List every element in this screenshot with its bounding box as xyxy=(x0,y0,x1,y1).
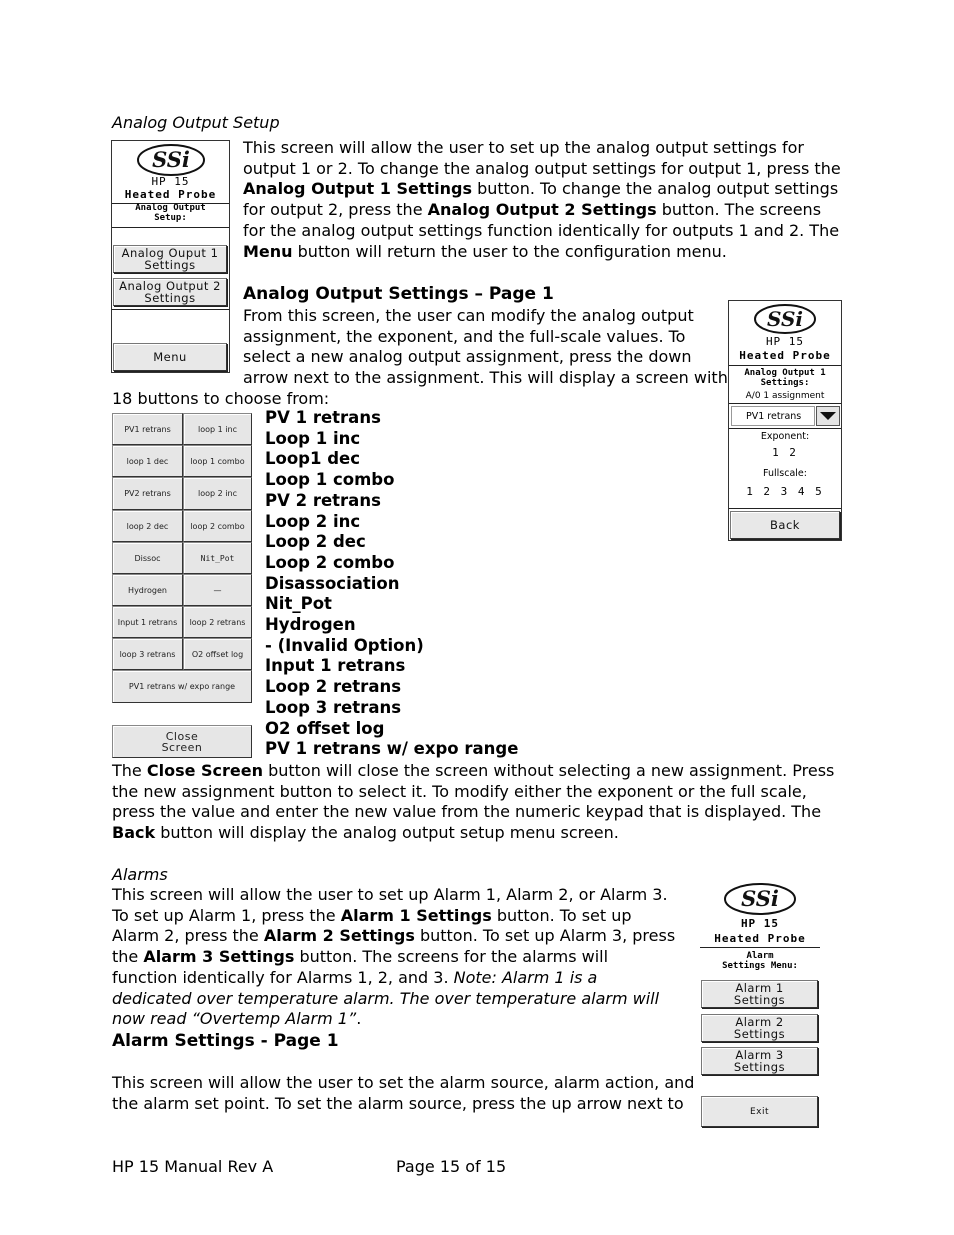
ssi-logo xyxy=(723,882,797,916)
fullscale-label: Fullscale: xyxy=(763,468,807,479)
text-run: button. The screens for the analog output settings function identically for outputs 1 and 2. The xyxy=(243,200,840,240)
text-run: Alarm 1 Settings xyxy=(340,905,492,925)
alarm-3-settings-button[interactable]: Alarm 3 Settings xyxy=(701,1047,818,1075)
alarm-settings-menu-screen xyxy=(700,880,820,1130)
text-run: button will display the analog output setup menu screen. xyxy=(155,823,619,843)
list-item: Loop 2 retrans xyxy=(265,677,402,697)
assignment-select[interactable]: PV1 retrans xyxy=(731,406,815,426)
close-screen-button[interactable]: Close Screen xyxy=(112,725,252,758)
alarms-paragraph xyxy=(112,885,678,1030)
screen-heading: Alarm Settings Menu: xyxy=(722,951,798,971)
analog-page1-heading: Analog Output Settings – Page 1 xyxy=(243,284,554,304)
grid-button[interactable]: Hydrogen xyxy=(112,574,183,606)
text-run: Note: Alarm 1 is a dedicated over temperature alarm. The over temperature alarm will now read “Overtemp Alarm 1” xyxy=(112,967,660,1029)
text-run: Analog Output 2 Settings xyxy=(427,200,657,220)
text-run: Alarm 3 Settings xyxy=(143,947,295,967)
model-label: HP 15 xyxy=(740,917,780,930)
grid-button[interactable]: loop 2 retrans xyxy=(183,606,252,638)
analog-output-setup-screen xyxy=(111,140,230,373)
analog-page1-paragraph: From this screen, the user can modify the analog output assignment, the exponent, and the full-scale values. To select a new analog output assignment, press the down arrow next to the assignment. This will display a screen with xyxy=(243,306,728,388)
text-run: Alarm 2 Settings xyxy=(263,926,415,946)
svg-text:SSi: SSi xyxy=(741,886,779,911)
assignment-dropdown-arrow[interactable] xyxy=(816,406,840,426)
alarm-settings-heading: Alarm Settings - Page 1 xyxy=(112,1031,339,1051)
list-item: PV 2 retrans xyxy=(265,490,381,510)
assignment-button-grid xyxy=(112,413,252,759)
list-item: PV 1 retrans w/ expo range xyxy=(265,739,519,759)
analog-output-1-settings-button[interactable]: Analog Ouput 1 Settings xyxy=(113,245,227,273)
svg-text:SSi: SSi xyxy=(766,307,804,331)
list-item: Nit_Pot xyxy=(265,594,332,614)
text-run: This screen will allow the user to set up Alarm 1, Alarm 2, or Alarm 3. To set up Alarm 1, press the xyxy=(112,885,668,925)
grid-button-wide[interactable]: PV1 retrans w/ expo range xyxy=(112,670,252,703)
svg-text:SSi: SSi xyxy=(151,147,190,172)
screen-heading: Analog Output Setup: xyxy=(135,203,206,223)
text-run: button. To set up Alarm 3, press the xyxy=(112,926,676,967)
back-button[interactable]: Back xyxy=(730,511,840,539)
list-item: Loop 1 inc xyxy=(265,428,361,448)
footer-page-number: Page 15 of 15 xyxy=(396,1157,507,1176)
menu-button[interactable]: Menu xyxy=(113,343,227,371)
list-item: PV 1 retrans xyxy=(265,408,381,427)
exit-button[interactable]: Exit xyxy=(701,1096,818,1127)
grid-button[interactable]: loop 1 inc xyxy=(183,413,252,445)
text-run: The xyxy=(112,761,147,780)
text-run: Back xyxy=(112,823,156,843)
model-label: HP 15 xyxy=(151,175,190,188)
screen-heading-line1: Analog Output 1 xyxy=(744,368,826,378)
analog-page1-tail: 18 buttons to choose from: xyxy=(112,389,330,408)
ssi-logo xyxy=(136,143,206,177)
ssi-logo xyxy=(753,303,817,335)
list-item: Loop1 dec xyxy=(265,449,361,469)
list-item: Hydrogen xyxy=(265,615,356,635)
text-run: Menu xyxy=(243,241,293,261)
grid-button[interactable]: loop 2 dec xyxy=(112,510,183,542)
text-run: button will return the user to the configuration menu. xyxy=(292,241,727,261)
exponent-value[interactable]: 1 2 xyxy=(772,446,798,459)
text-run: button. To change the analog output settings for output 2, press the xyxy=(243,179,839,220)
exponent-label: Exponent: xyxy=(760,431,810,442)
text-run: . xyxy=(356,1009,362,1029)
model-label: HP 15 xyxy=(765,335,805,348)
list-item: O2 offset log xyxy=(265,718,385,738)
analog-intro-paragraph xyxy=(243,138,841,262)
grid-button[interactable]: loop 1 combo xyxy=(183,445,252,477)
grid-button[interactable]: loop 2 inc xyxy=(183,477,252,510)
grid-button[interactable]: PV2 retrans xyxy=(112,477,183,510)
section-title-analog-output-setup: Analog Output Setup xyxy=(112,113,280,132)
list-item: Loop 3 retrans xyxy=(265,697,402,717)
text-run: This screen will allow the user to set up the analog output settings for output 1 or 2. To change the analog output settings for output 1, press the xyxy=(243,138,841,178)
fullscale-value[interactable]: 1 2 3 4 5 xyxy=(746,485,824,498)
analog-output-1-settings-screen xyxy=(728,300,842,541)
grid-button[interactable]: loop 1 dec xyxy=(112,445,183,477)
close-screen-paragraph xyxy=(112,761,840,844)
grid-button[interactable]: Dissoc xyxy=(112,542,183,574)
text-run: Analog Output 1 Settings xyxy=(243,179,472,199)
grid-button[interactable]: PV1 retrans xyxy=(112,413,183,445)
alarm-1-settings-button[interactable]: Alarm 1 Settings xyxy=(701,980,818,1008)
list-item: - (Invalid Option) xyxy=(265,635,424,655)
grid-button[interactable]: — xyxy=(183,574,252,606)
product-label: Heated Probe xyxy=(124,188,217,201)
list-item: Loop 2 combo xyxy=(265,552,395,572)
footer-left: HP 15 Manual Rev A xyxy=(112,1157,274,1176)
grid-button[interactable]: Input 1 retrans xyxy=(112,606,183,638)
grid-button[interactable]: loop 3 retrans xyxy=(112,638,183,670)
text-run: button. The screens for the alarms will function identically for Alarms 1, 2, and 3. xyxy=(112,947,609,987)
list-item: Disassociation xyxy=(265,573,400,593)
alarm-2-settings-button[interactable]: Alarm 2 Settings xyxy=(701,1014,818,1042)
list-item: Loop 2 dec xyxy=(265,532,366,552)
grid-button[interactable]: O2 offset log xyxy=(183,638,252,670)
assignment-label: A/0 1 assignment xyxy=(745,391,825,401)
text-run: Close Screen xyxy=(146,761,263,780)
grid-button[interactable]: loop 2 combo xyxy=(183,510,252,542)
list-item: Loop 1 combo xyxy=(265,470,395,490)
alarm-settings-paragraph: This screen will allow the user to set the alarm source, alarm action, and the alarm set point. To set the alarm source, press the up arrow next to xyxy=(112,1073,695,1113)
product-label: Heated Probe xyxy=(739,349,831,362)
screen-heading-line2: Settings: xyxy=(760,378,810,388)
grid-button[interactable]: Nit_Pot xyxy=(183,542,252,574)
section-title-alarms: Alarms xyxy=(112,865,168,884)
analog-output-2-settings-button[interactable]: Analog Output 2 Settings xyxy=(113,278,227,306)
list-item: Loop 2 inc xyxy=(265,511,361,531)
assignment-options-list xyxy=(265,408,518,760)
chevron-down-icon xyxy=(819,411,837,421)
product-label: Heated Probe xyxy=(714,932,806,945)
list-item: Input 1 retrans xyxy=(265,656,406,676)
text-run: button will close the screen without selecting a new assignment. Press the new assignment button to select it. To modify either the exponent or the full scale, press the value and enter the new value from the numeric keypad that is displayed. The xyxy=(112,761,835,822)
text-run: button. To set up Alarm 2, press the xyxy=(112,905,632,946)
